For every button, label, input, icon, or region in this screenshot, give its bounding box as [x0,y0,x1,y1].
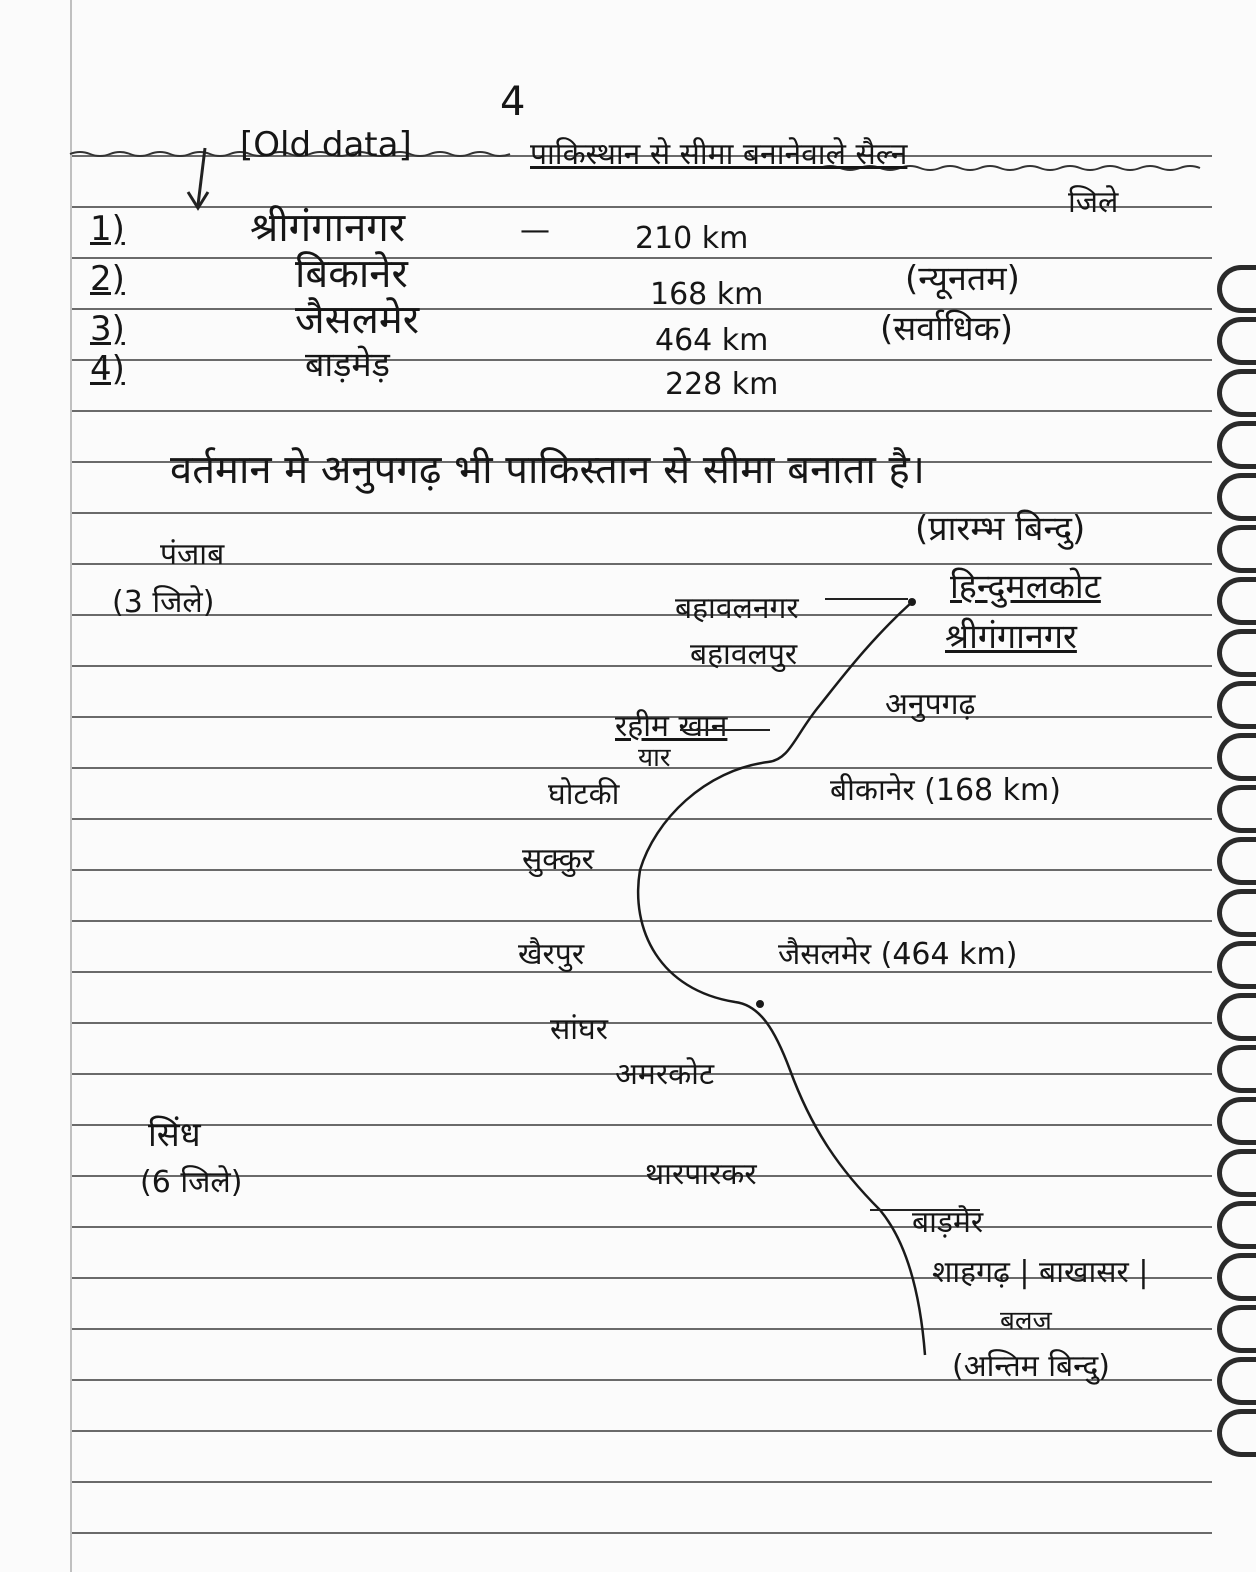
page-number: 4 [500,79,526,125]
pak-rahimyar-khan: रहीम खान [615,709,728,744]
point-shahgarh: शाहगढ़ | बाखासर | [932,1255,1149,1290]
row-4-district: बाड़मेड़ [305,345,390,385]
pak-bahawalpur: बहावलपुर [690,637,798,672]
point-barmer: बाड़मेर [912,1205,984,1240]
region-sindh: सिंध [148,1115,201,1155]
end-point-label: (अन्तिम बिन्दु) [952,1349,1111,1384]
row-1-dash: — [520,213,550,248]
pak-amarkot: अमरकोट [615,1057,715,1092]
row-2-km: 168 km [650,277,764,312]
row-4-km: 228 km [665,367,779,402]
row-2-index: 2) [90,259,125,299]
row-2-note: (न्यूनतम) [905,259,1020,299]
row-2-district: बिकानेर [295,251,408,297]
pak-ghotki: घोटकी [548,777,620,812]
pak-tharparkar: थारपारकर [645,1157,757,1192]
row-3-km: 464 km [655,323,769,358]
row-4-index: 4) [90,349,125,389]
heading-subtitle: जिले [1068,185,1119,220]
row-3-index: 3) [90,309,125,349]
point-hindumalkot: हिन्दुमलकोट [950,567,1101,607]
row-1-district: श्रीगंगानगर [250,205,406,251]
row-3-note: (सर्वाधिक) [880,309,1014,349]
pak-sanghar: सांघर [550,1012,609,1047]
region-punjab-count: (3 जिले) [112,585,215,620]
row-3-district: जैसलमेर [295,297,420,343]
pak-sukkur: सुक्कुर [522,842,594,877]
statement: वर्तमान मे अनुपगढ़ भी पाकिस्तान से सीमा बनाता है। [170,447,925,493]
start-point-label: (प्रारम्भ बिन्दु) [915,509,1086,549]
point-bikaner: बीकानेर (168 km) [830,773,1061,808]
row-1-km: 210 km [635,221,749,256]
heading-title: पाकिस्थान से सीमा बनानेवाले सैल्न [530,137,908,172]
pak-yar: यार [638,743,671,773]
point-balaj: बलज [1000,1306,1052,1336]
old-data-label: [Old data] [240,125,412,165]
pak-khairpur: खैरपुर [518,937,585,972]
region-punjab: पंजाब [160,537,225,572]
row-1-index: 1) [90,209,125,249]
point-anupgarh: अनुपगढ़ [885,687,976,722]
pak-bahawalnagar: बहावलनगर [675,591,799,626]
region-sindh-count: (6 जिले) [140,1165,243,1200]
point-sriganganagar: श्रीगंगानगर [945,617,1077,657]
point-jaisalmer: जैसलमेर (464 km) [778,937,1018,972]
